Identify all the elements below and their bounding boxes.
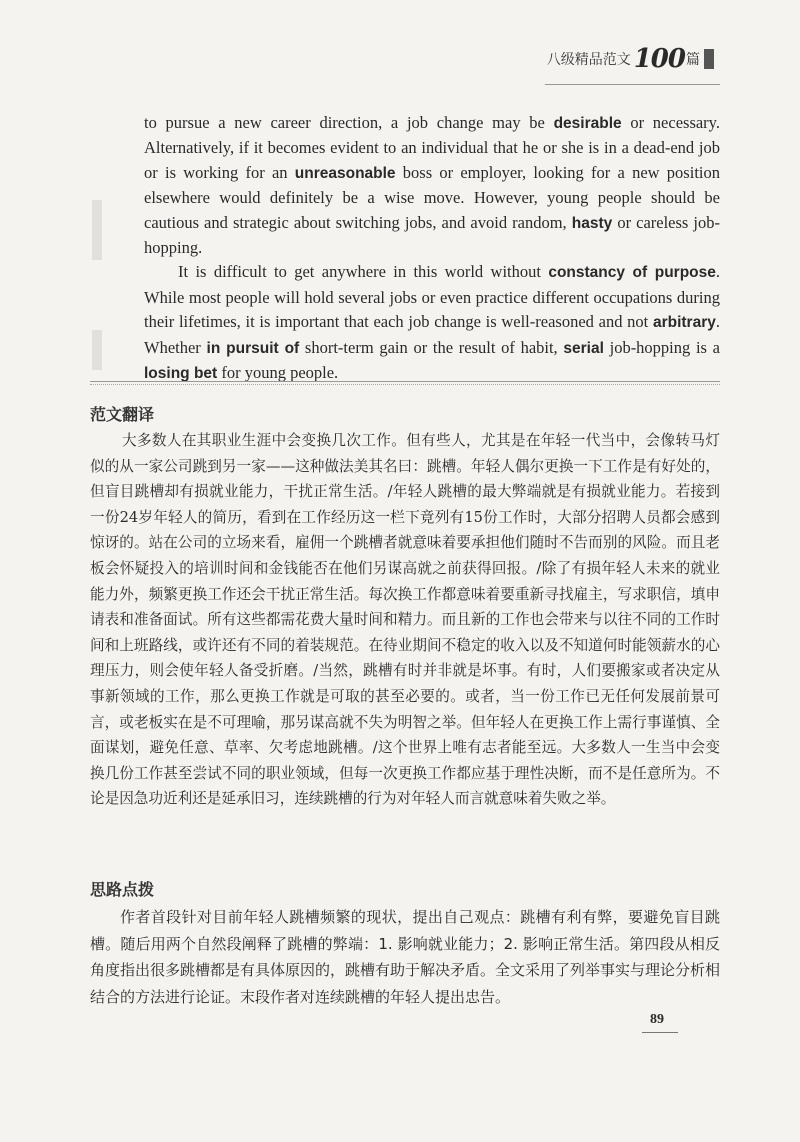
analysis-heading: 思路点拨 xyxy=(90,880,155,899)
bold-keyword: arbitrary xyxy=(652,314,716,332)
bold-keyword: constancy of purpose xyxy=(548,264,716,282)
text-run: job-hopping is a xyxy=(603,337,721,357)
analysis-text: 作者首段针对目前年轻人跳槽频繁的现状，提出自己观点：跳槽有利有弊，要避免盲目跳槽。随后用两个自然段阐释了跳槽的弊端：1. 影响就业能力；2. 影响正常生活。第四段从相反角度指出很多跳槽都是有具体原因的，跳槽有助于解决矛盾。全文采用了列举事实与理论分析相结合的方法进行论证。末段作者对连续跳槽的年轻人提出忠告。 xyxy=(90,908,721,1006)
text-run: boss or employer, looking for a new position elsewhere would definitely be a wise move. However, young people should be cautious and strategic about switching jobs, and avoid random, xyxy=(144,162,720,232)
running-header xyxy=(547,46,714,72)
text-run: It is difficult to get anywhere in this world without xyxy=(178,262,549,282)
book-number: 100 xyxy=(633,44,685,74)
text-run: to pursue a new career direction, a job change may be xyxy=(144,113,554,132)
book-suffix: 篇 xyxy=(686,52,700,68)
edge-mark-decoration xyxy=(92,200,102,260)
text-run: for young people. xyxy=(217,363,339,383)
header-rule xyxy=(545,84,720,85)
bold-keyword: in pursuit of xyxy=(206,339,300,357)
text-run: . Whether xyxy=(144,312,720,357)
bold-keyword: hasty xyxy=(571,214,613,232)
bold-keyword: desirable xyxy=(553,115,622,132)
translation-heading: 范文翻译 xyxy=(90,405,155,424)
page-number: 89 xyxy=(650,1012,664,1027)
translation-text: 大多数人在其职业生涯中会变换几次工作。但有些人，尤其是在年轻一代当中，会像转马灯似的从一家公司跳到另一家——这种做法美其名曰：跳槽。年轻人偶尔更换一下工作是有好处的，但盲目跳槽却有损就业能力，干扰正常生活。/年轻人跳槽的最大弊端就是有损就业能力。若接到一份24岁年轻人的简历，看到在工作经历这一栏下竟列有15份工作时，大部分招聘人员都会感到惊讶的。站在公司的立场来看，雇佣一个跳槽者就意味着要承担他们随时不告而别的风险。而且老板会怀疑投入的培训时间和金钱能否在他们另谋高就之前获得回报。/除了有损年轻人未来的就业能力外，频繁更换工作还会干扰正常生活。每次换工作都意味着要重新寻找雇主，写求职信，填申请表和准备面试。所有这些都需花费大量时间和精力。而且新的工作也会带来与以往不同的工作时间和上班路线，或许还有不同的着装规范。在待业期间不稳定的收入以及不知道何时能领薪水的心理压力，则会使年轻人备受折磨。/当然，跳槽有时并非就是坏事。有时，人们要搬家或者决定从事新领域的工作，那么更换工作就是可取的甚至必要的。或者，当一份工作已无任何发展前景可言，或老板实在是不可理喻，那另谋高就不失为明智之举。但年轻人在更换工作上需行事谨慎、全面谋划，避免任意、草率、欠考虑地跳槽。/这个世界上唯有志者能至远。大多数人一生当中会变换几份工作甚至尝试不同的职业领域，但每一次更换工作都应基于理性决断，而不是任意所为。不论是因急功近利还是延承旧习，连续跳槽的行为对年轻人而言就意味着失败之举。 xyxy=(90,432,720,808)
header-block-decoration xyxy=(704,49,714,69)
text-run: . While most people will hold several jobs or even practice different occupations during their lifetimes, it is important that each job change is well-reasoned and not xyxy=(144,262,720,332)
english-essay xyxy=(144,111,720,386)
bold-keyword: unreasonable xyxy=(294,164,396,182)
analysis-section xyxy=(90,904,720,1010)
text-run: or careless job-hopping. xyxy=(144,212,720,258)
english-paragraph xyxy=(144,111,720,260)
book-label: 八级精品范文 xyxy=(546,52,631,68)
translation-section xyxy=(90,428,720,812)
page-number-rule xyxy=(642,1032,678,1033)
bold-keyword: losing bet xyxy=(144,365,218,383)
text-run: short-term gain or the result of habit, xyxy=(299,337,564,357)
bold-keyword: serial xyxy=(563,339,604,357)
edge-mark-decoration xyxy=(92,330,102,370)
english-paragraph xyxy=(144,260,720,386)
section-divider xyxy=(90,381,720,385)
text-run: or necessary. Alternatively, if it becomes evident to an individual that he or she is in a dead-end job or is working for an xyxy=(144,113,720,182)
